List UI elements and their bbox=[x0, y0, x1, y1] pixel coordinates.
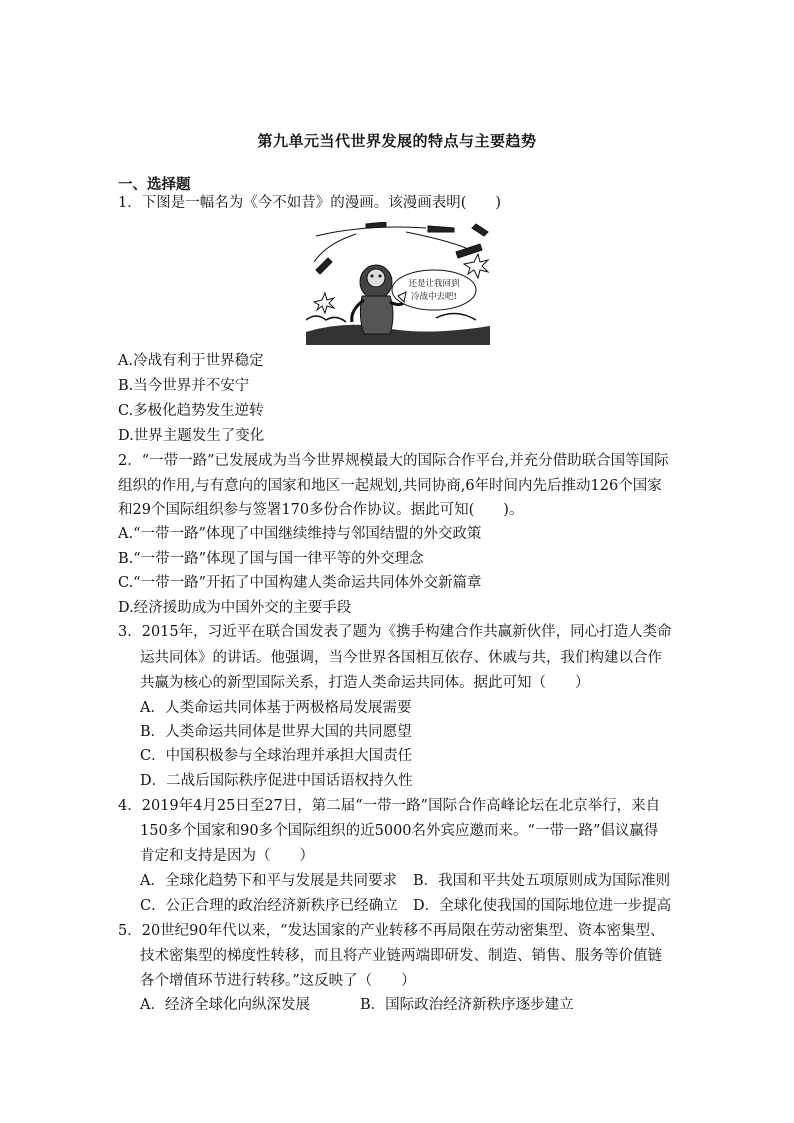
q5-stem-line-3: 各个增值环节进行转移。”这反映了（ ） bbox=[140, 973, 416, 989]
speech-bubble bbox=[392, 270, 476, 310]
q2-stem-line-2: 组织的作用,与有意向的国家和地区一起规划,共同协商,6年时间内先后推动126个国家 bbox=[118, 478, 662, 494]
q5-option-b: B．国际政治经济新秩序逐步建立 bbox=[360, 997, 574, 1013]
q2-stem-line-3: 和29个国际组织参与签署170多份合作协议。据此可知( )。 bbox=[118, 502, 524, 518]
q2-option-d: D.经济援助成为中国外交的主要手段 bbox=[118, 600, 352, 616]
q1-stem: 1．下图是一幅名为《今不如昔》的漫画。该漫画表明( ) bbox=[118, 195, 502, 211]
q3-option-a: A．人类命运共同体基于两极格局发展需要 bbox=[140, 700, 412, 716]
cartoon-image bbox=[306, 222, 490, 345]
q4-stem-line-2: 150多个国家和90多个国际组织的近5000名外宾应邀而来。“一带一路”倡议赢得 bbox=[140, 823, 659, 839]
q2-option-a: A.“一带一路”体现了中国继续维持与邻国结盟的外交政策 bbox=[118, 526, 482, 542]
missile-icon bbox=[314, 222, 488, 274]
section-heading: 一、选择题 bbox=[118, 176, 191, 193]
q1-option-a: A.冷战有利于世界稳定 bbox=[118, 353, 264, 369]
q4-stem-line-3: 肯定和支持是因为（ ） bbox=[140, 848, 314, 864]
q2-stem-line-1: 2．“一带一路”已发展成为当今世界规模最大的国际合作平台,并充分借助联合国等国际 bbox=[118, 453, 669, 469]
page-title: 第九单元当代世界发展的特点与主要趋势 bbox=[257, 132, 537, 150]
q1-option-b: B.当今世界并不安宁 bbox=[118, 378, 250, 394]
q3-option-b: B．人类命运共同体是世界大国的共同愿望 bbox=[140, 724, 412, 740]
q1-option-d: D.世界主题发生了变化 bbox=[118, 428, 265, 444]
q2-option-b: B.“一带一路”体现了国与国一律平等的外交理念 bbox=[118, 551, 424, 567]
q5-option-a: A．经济全球化向纵深发展 bbox=[140, 997, 310, 1013]
q2-option-c: C.“一带一路”开拓了中国构建人类命运共同体外交新篇章 bbox=[118, 575, 482, 591]
bubble-line-1: 还是让我回到 bbox=[408, 279, 460, 289]
q4-option-b: B．我国和平共处五项原则成为国际准则 bbox=[413, 873, 671, 889]
q5-stem-line-2: 技术密集型的梯度性转移，而且将产业链两端即研发、制造、销售、服务等价值链 bbox=[140, 948, 662, 964]
q1-option-c: C.多极化趋势发生逆转 bbox=[118, 403, 264, 419]
q4-option-a: A．全球化趋势下和平与发展是共同要求 bbox=[140, 873, 397, 889]
q3-stem-line-1: 3．2015年，习近平在联合国发表了题为《携手构建合作共赢新伙伴，同心打造人类命 bbox=[118, 624, 672, 640]
bubble-line-2: 冷战中去吧! bbox=[411, 292, 457, 302]
q3-stem-line-3: 共赢为核心的新型国际关系，打造人类命运共同体。据此可知（ ） bbox=[140, 675, 590, 691]
q3-option-c: C．中国积极参与全球治理并承担大国责任 bbox=[140, 748, 413, 764]
q3-option-d: D．二战后国际秩序促进中国话语权持久性 bbox=[140, 773, 413, 789]
q4-option-d: D．全球化使我国的国际地位进一步提高 bbox=[413, 898, 672, 914]
q4-stem-line-1: 4．2019年4月25日至27日，第二届“一带一路”国际合作高峰论坛在北京举行，来自 bbox=[118, 798, 661, 814]
q3-stem-line-2: 运共同体》的讲话。他强调，当今世界各国相互依存、休戚与共，我们构建以合作 bbox=[140, 650, 662, 666]
q5-stem-line-1: 5．20世纪90年代以来，“发达国家的产业转移不再局限在劳动密集型、资本密集型、 bbox=[118, 923, 665, 939]
q4-option-c: C．公正合理的政治经济新秩序已经确立 bbox=[140, 898, 398, 914]
